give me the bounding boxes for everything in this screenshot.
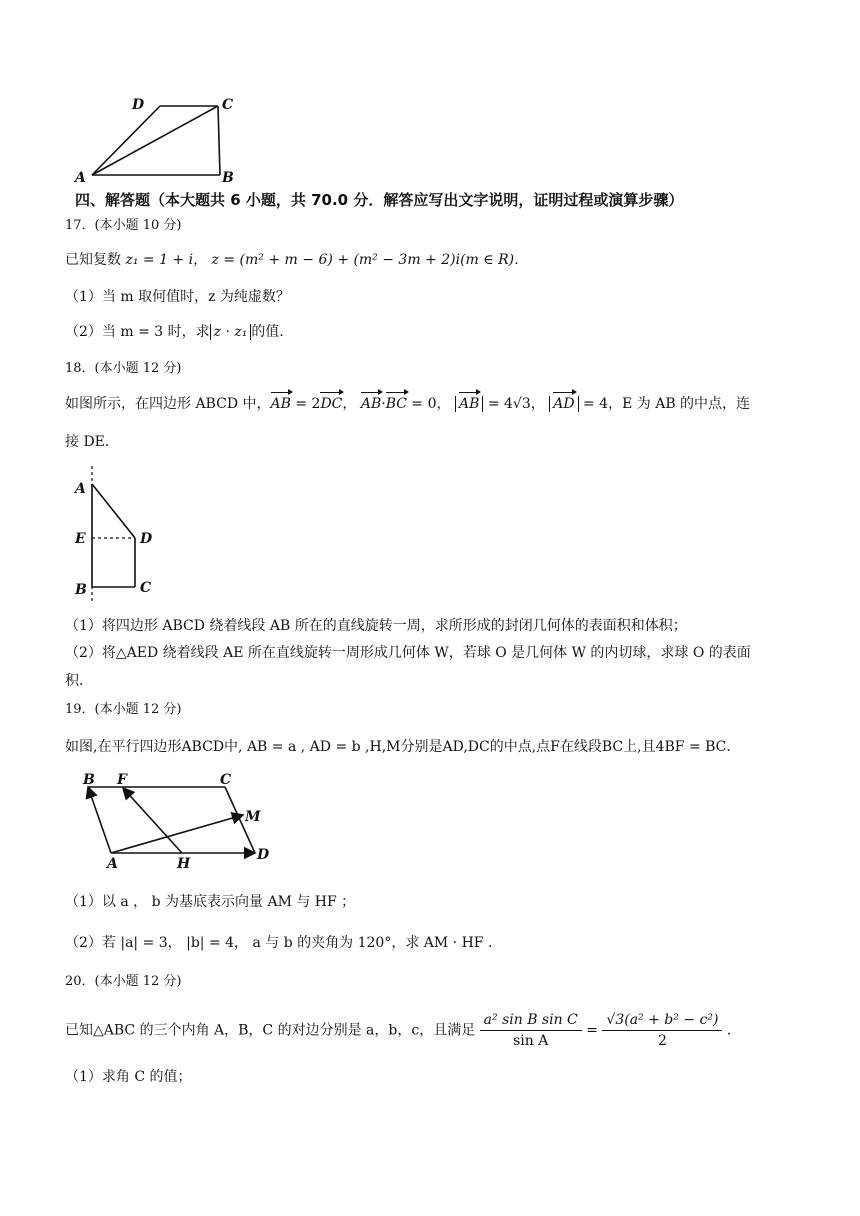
label-C: C: [220, 772, 232, 788]
label-C: C: [140, 580, 152, 596]
label-B: B: [222, 170, 234, 185]
q18-dot: ·: [381, 396, 386, 412]
q17-part1: （1）当 m 取何值时，z 为纯虚数？: [65, 289, 290, 305]
vector-AB-3: AB: [458, 396, 480, 412]
vector-DC: DC: [320, 396, 343, 412]
q17-stem: [65, 250, 528, 270]
q20-stem-suffix: ．: [726, 1022, 741, 1039]
label-D: D: [140, 531, 153, 547]
q17-part2-prefix: （2）当 m = 3 时，求: [65, 324, 210, 340]
vector-AB: AB: [270, 396, 291, 412]
q20-rhs-numerator: √3(a² + b² − c²): [602, 1010, 722, 1031]
q20-stem-prefix: 已知△ABC 的三个内角 A，B，C 的对边分别是 a，b，c，且满足: [65, 1022, 476, 1039]
q18-eq2: = 0，: [406, 396, 451, 412]
label-A: A: [75, 170, 86, 185]
q18-eq3: = 4√3，: [483, 396, 545, 412]
q20-stem: [65, 1010, 741, 1051]
q17-part2-expr: z · z₁: [213, 324, 248, 340]
q18-stem-line2: 接 DE．: [65, 434, 119, 450]
q20-lhs-denominator: sin A: [513, 1033, 549, 1049]
q18-stem-line1: [65, 394, 750, 414]
label-B: B: [75, 582, 87, 598]
figure-trapezoid-top: [70, 90, 250, 185]
section-heading: 四、解答题（本大题共 6 小题，共 70.0 分．解答应写出文字说明，证明过程或演算步骤）: [75, 191, 684, 209]
q18-stem-a: 如图所示，在四边形 ABCD 中，: [65, 396, 271, 412]
figure-q19-parallelogram: [75, 770, 275, 870]
q19-stem: 如图,在平行四边形ABCD中, AB = a , AD = b ,H,M分别是AD,DC的中点,点F在线段BC上,且4BF = BC．: [65, 739, 741, 755]
label-B: B: [83, 772, 95, 788]
q19-part2: （2）若 |a| = 3， |b| = 4， a 与 b 的夹角为 120°，求 AM · HF ．: [65, 935, 502, 951]
q19-heading: 19．(本小题 12 分): [65, 702, 182, 717]
q18-sep: ，: [342, 396, 357, 412]
label-F: F: [117, 772, 127, 788]
label-D: D: [257, 847, 270, 863]
vector-AB-2: AB: [360, 396, 382, 412]
q18-heading: 18．(本小题 12 分): [65, 361, 182, 376]
q17-z-expression: z = (m² + m − 6) + (m² − 3m + 2)i(m ∈ R)．: [211, 252, 529, 268]
vector-AD: AD: [553, 396, 575, 412]
label-E: E: [75, 531, 86, 547]
label-A: A: [107, 856, 118, 870]
q18-part2-line2: 积．: [65, 673, 93, 689]
q18-eq1: = 2: [290, 396, 321, 412]
q20-part1: （1）求角 C 的值；: [65, 1069, 192, 1085]
q17-part2: [65, 322, 293, 342]
vector-BC: BC: [385, 396, 407, 412]
q17-heading: 17．(本小题 10 分): [65, 218, 182, 233]
label-A: A: [75, 481, 86, 497]
q20-rhs-denominator: 2: [657, 1033, 667, 1049]
label-C: C: [222, 97, 234, 113]
q20-rhs-fraction: [602, 1010, 722, 1051]
label-H: H: [177, 856, 191, 870]
q19-part1: （1）以 a ， b 为基底表示向量 AM 与 HF ；: [65, 894, 356, 910]
label-D: D: [132, 97, 145, 113]
q20-heading: 20．(本小题 12 分): [65, 974, 182, 989]
figure-q18-quadrilateral: [70, 462, 180, 607]
q17-part2-suffix: 的值．: [251, 324, 294, 340]
q20-equals: =: [586, 1022, 598, 1039]
q20-lhs-numerator: a² sin B sin C: [480, 1010, 582, 1031]
label-M: M: [245, 809, 261, 825]
q17-z1: z₁ = 1 + i，: [125, 252, 208, 268]
q20-lhs-fraction: [480, 1010, 582, 1051]
q17-stem-prefix: 已知复数: [65, 252, 121, 268]
q18-eq4: = 4，E 为 AB 的中点，连: [578, 396, 751, 412]
q18-part2-line1: （2）将△AED 绕着线段 AE 所在直线旋转一周形成几何体 W，若球 O 是几何体 W 的内切球，求球 O 的表面: [65, 645, 751, 661]
q18-part1: （1）将四边形 ABCD 绕着线段 AB 所在的直线旋转一周，求所形成的封闭几何体的表面积和体积；: [65, 618, 687, 634]
